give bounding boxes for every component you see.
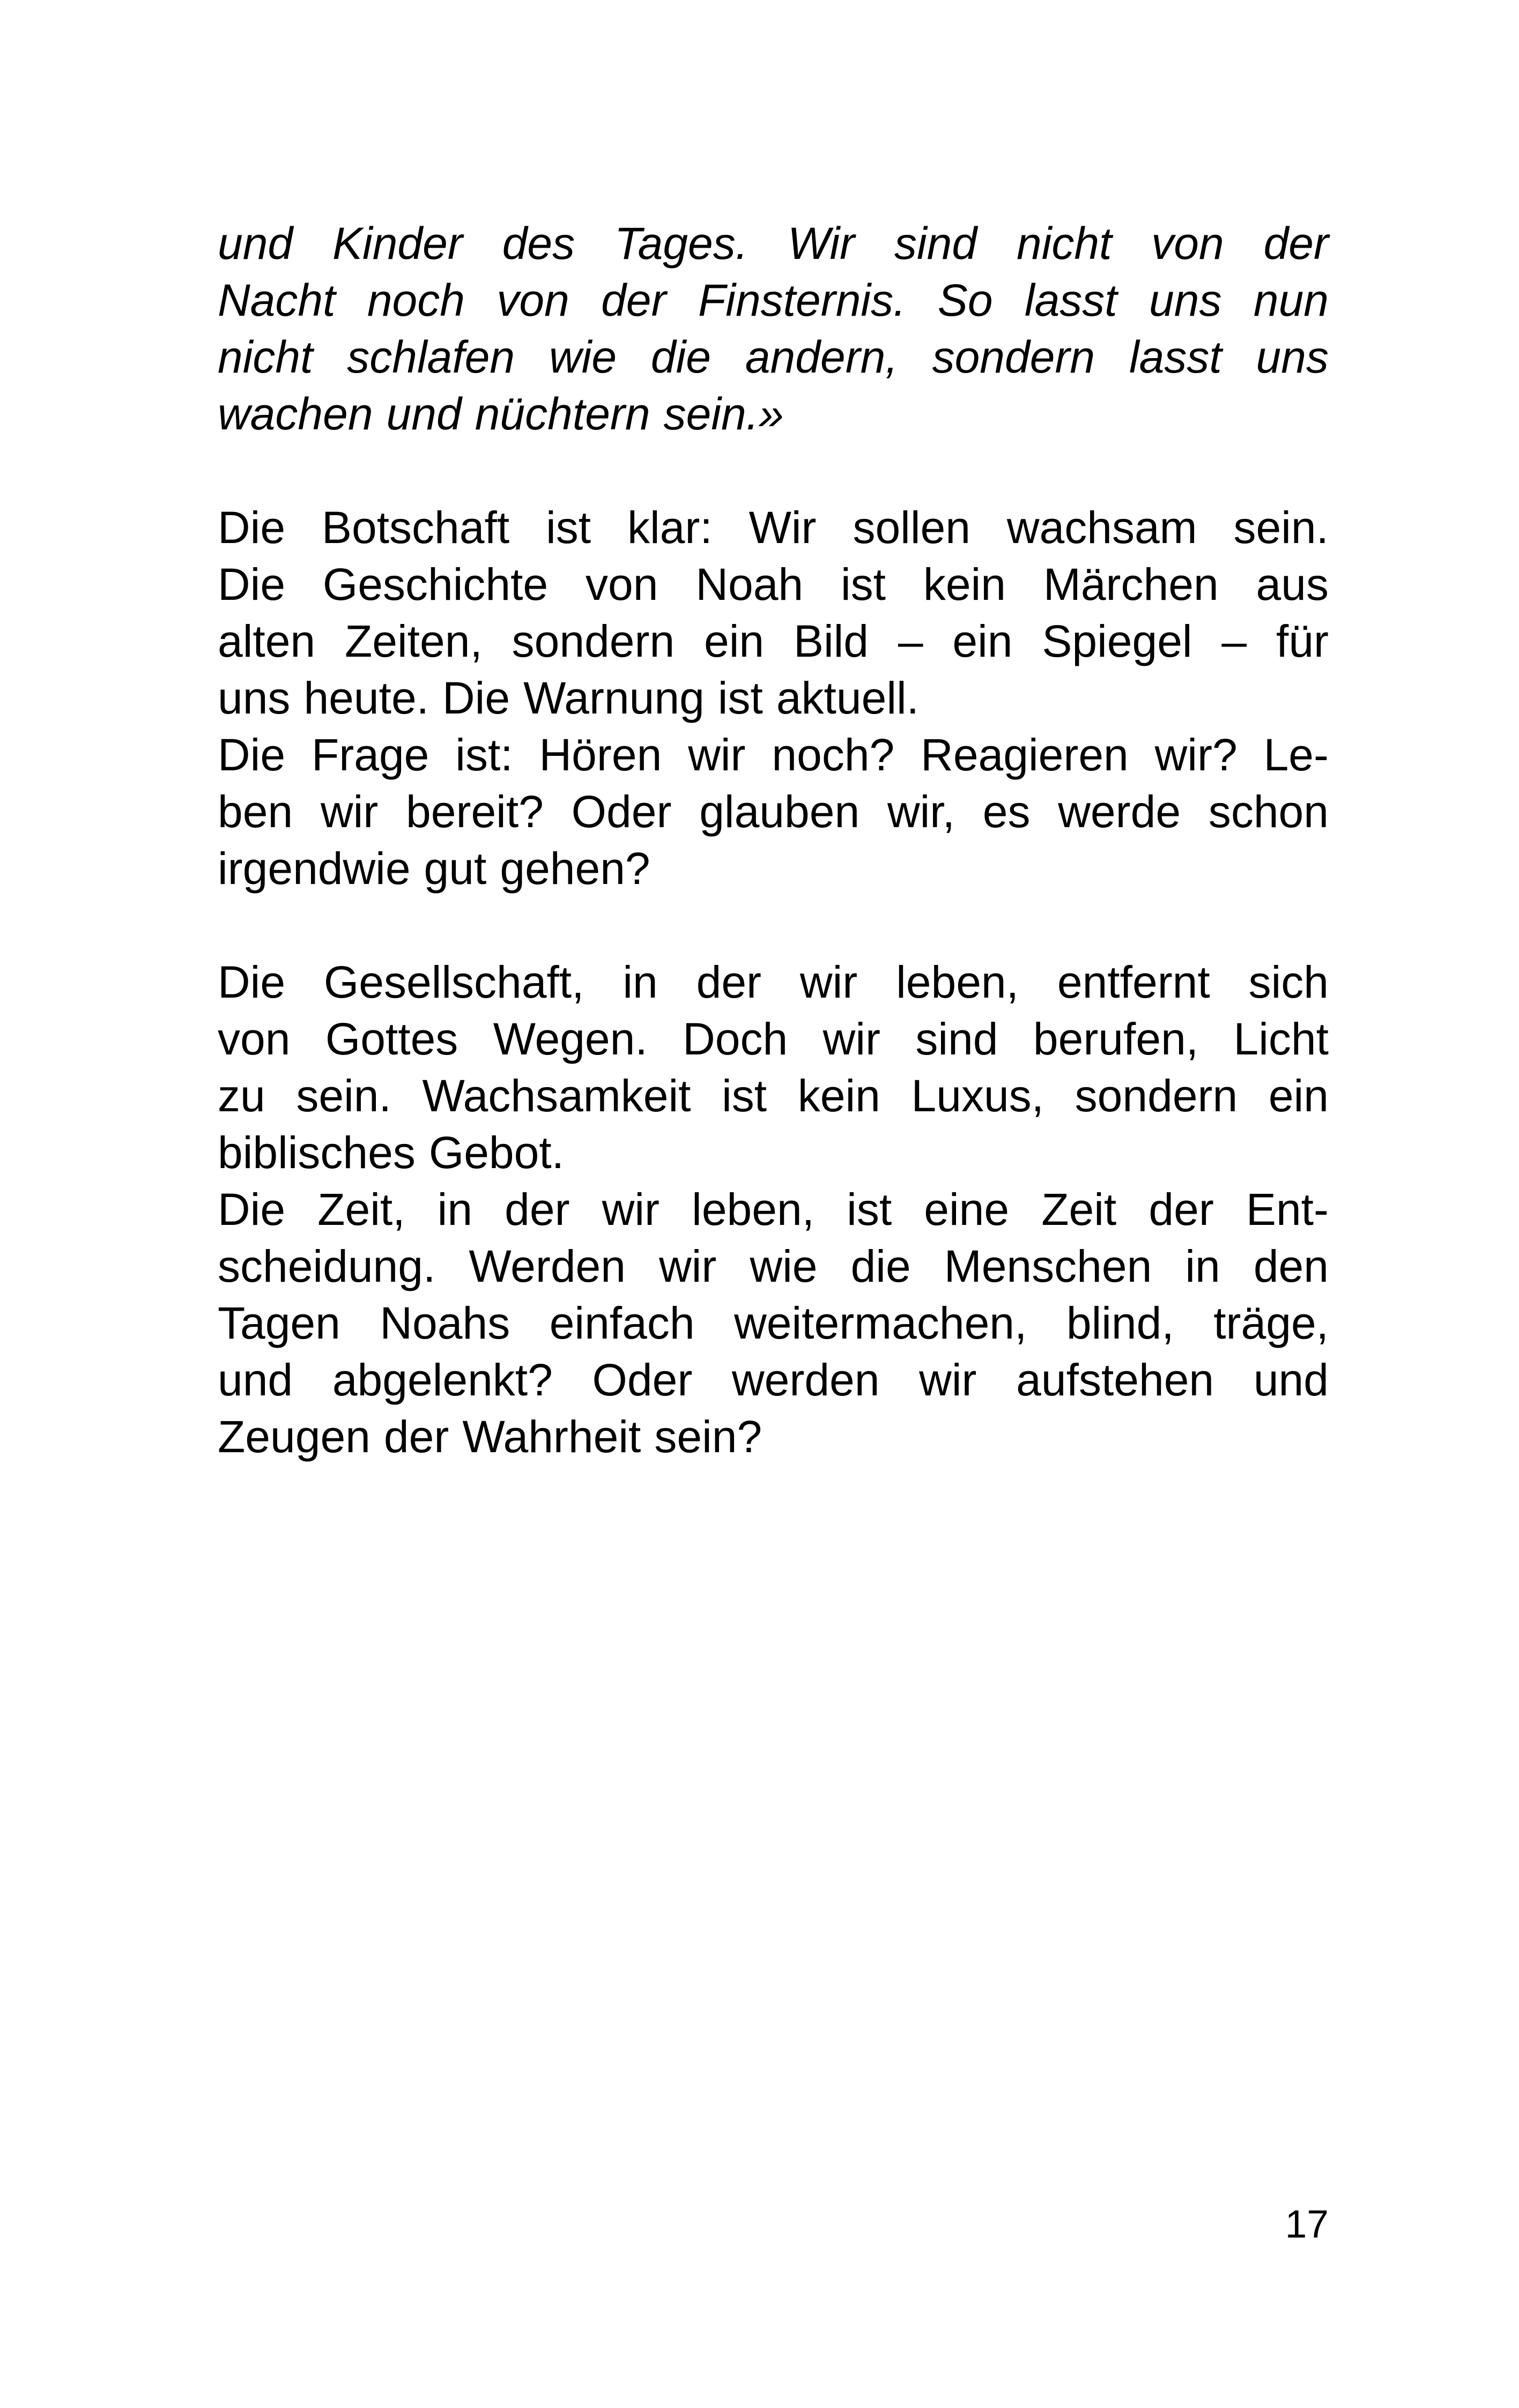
text-line: uns heute. Die Warnung ist aktuell. bbox=[218, 673, 919, 723]
page-number: 17 bbox=[1285, 2203, 1329, 2246]
text-line: von Gottes Wegen. Doch wir sind berufen, Licht bbox=[218, 1014, 1329, 1064]
text-line: zu sein. Wachsamkeit ist kein Luxus, sondern ein bbox=[218, 1071, 1329, 1121]
text-line: Die Botschaft ist klar: Wir sollen wachsam sein. bbox=[218, 502, 1329, 553]
text-block bbox=[218, 215, 1329, 1465]
text-line: Die Geschichte von Noah ist kein Märchen aus bbox=[218, 559, 1329, 610]
text-line: alten Zeiten, sondern ein Bild – ein Spiegel – für bbox=[218, 616, 1329, 666]
paragraph-body-2 bbox=[218, 726, 1329, 897]
text-line: Die Gesellschaft, in der wir leben, entfernt sich bbox=[218, 957, 1329, 1007]
paragraph-body-4 bbox=[218, 1181, 1329, 1465]
text-line: biblisches Gebot. bbox=[218, 1127, 565, 1178]
text-line: und Kinder des Tages. Wir sind nicht von der bbox=[218, 218, 1329, 269]
text-line: nicht schlafen wie die andern, sondern lasst uns bbox=[218, 332, 1329, 382]
text-line: Tagen Noahs einfach weitermachen, blind, träge, bbox=[218, 1298, 1329, 1348]
paragraph-body-3 bbox=[218, 954, 1329, 1181]
paragraph-body-1 bbox=[218, 499, 1329, 726]
paragraph-quote-continuation bbox=[218, 215, 1329, 442]
text-line: irgendwie gut gehen? bbox=[218, 843, 650, 894]
text-line: Nacht noch von der Finsternis. So lasst uns nun bbox=[218, 275, 1329, 325]
text-line: scheidung. Werden wir wie die Menschen in den bbox=[218, 1241, 1329, 1291]
text-line: Die Zeit, in der wir leben, ist eine Zeit der Ent- bbox=[218, 1184, 1329, 1235]
text-line: und abgelenkt? Oder werden wir aufstehen und bbox=[218, 1355, 1329, 1405]
text-line: wachen und nüchtern sein.» bbox=[218, 389, 784, 439]
text-line: Die Frage ist: Hören wir noch? Reagieren wir? Le- bbox=[218, 730, 1329, 780]
text-line: ben wir bereit? Oder glauben wir, es werde schon bbox=[218, 786, 1329, 837]
text-line: Zeugen der Wahrheit sein? bbox=[218, 1411, 762, 1462]
